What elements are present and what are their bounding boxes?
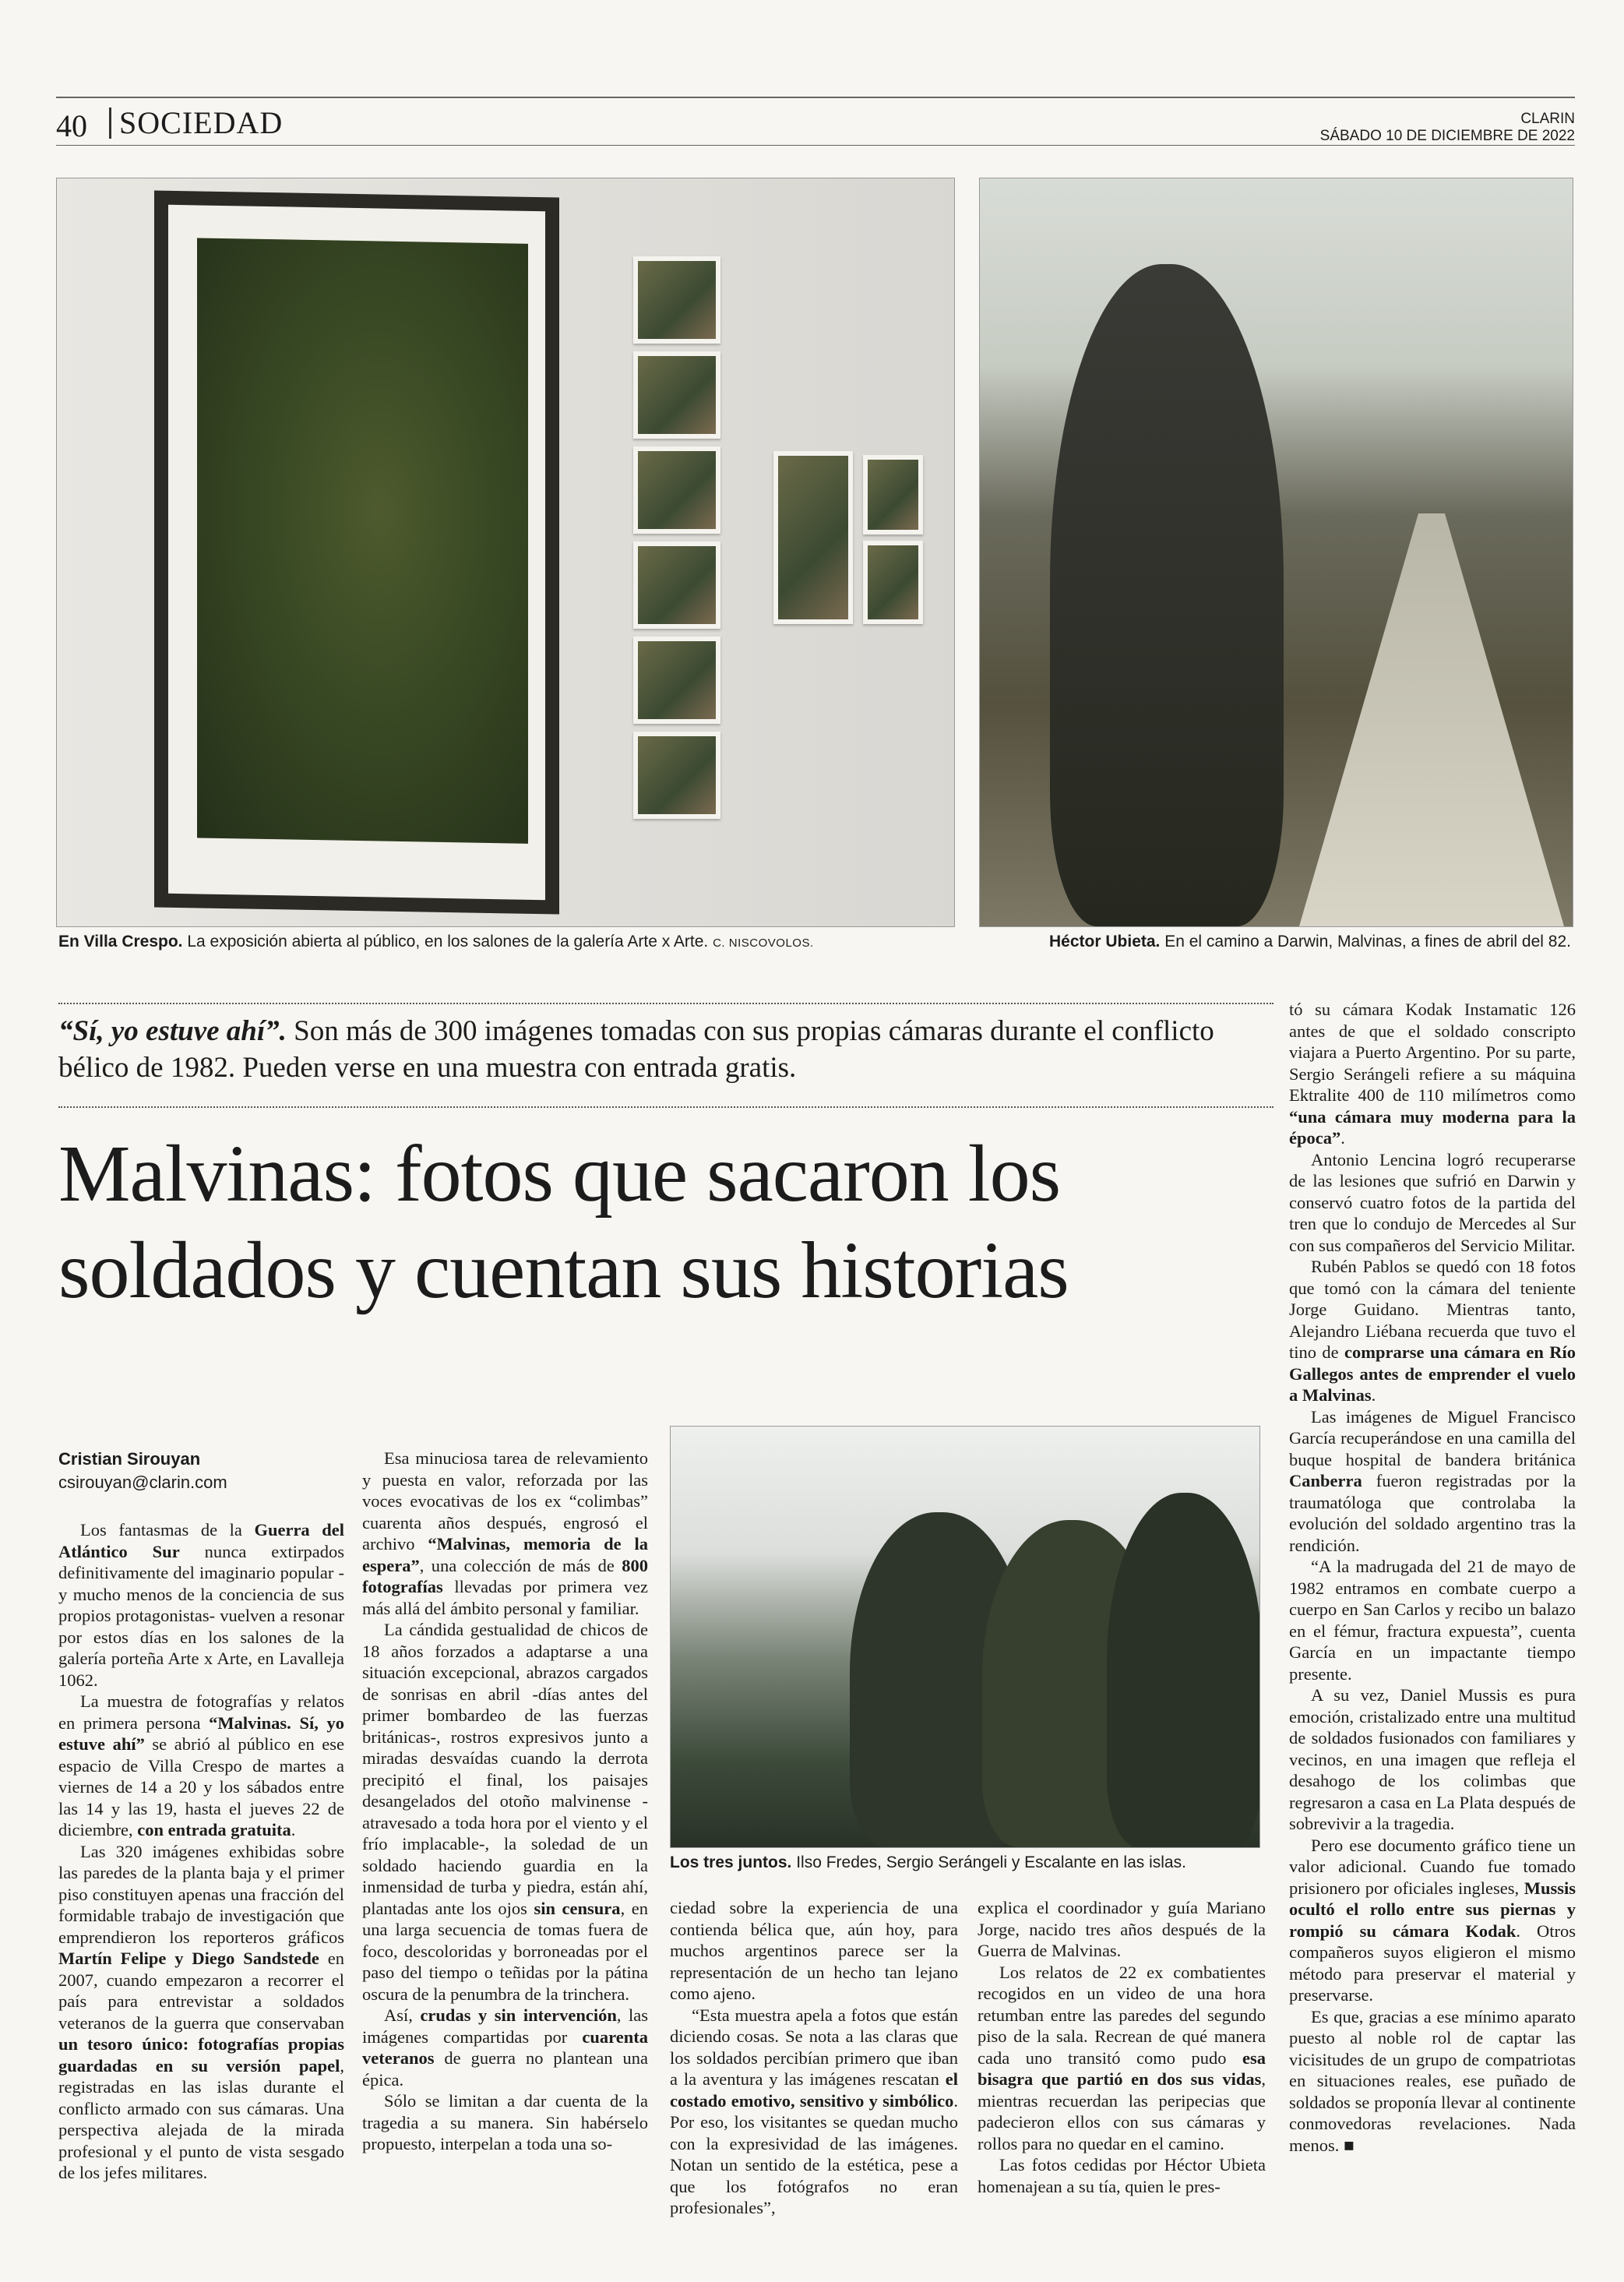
body-paragraph: Es que, gracias a ese mínimo aparato puesto al noble rol de captar las vicisitudes de un grupo de compatriotas en situaciones reales, ese puñado de soldados se proponía llevar al continente conmovedoras revelaciones. Nada menos. ■ [1289,2006,1576,2155]
header-rule-bottom [56,145,1575,146]
section-name: SOCIEDAD [109,108,283,139]
byline [58,1448,227,1494]
body-paragraph: ciedad sobre la experiencia de una contienda bélica que, aún hoy, para muchos argentinos parece ser la representación de un hecho tan lejano como ajeno. [670,1898,958,2003]
road [1299,513,1564,926]
body-paragraph: La cándida gestualidad de chicos de 18 años forzados a adaptarse a una situación excepcional, abrazos cargados de sonrisas en abril -días antes del primer bombardeo de las fuerzas británicas-, rostros expresivos junto a miradas desvaídas cuando la derrota precipitó el final, los paisajes desangelados del otoño malvinense -atravesado a toda hora por el viento y el frío implacable-, la soledad de un soldado haciendo guardia en la inmensidad de turba y piedra, están ahí, plantadas ante los ojos sin censura, en una larga secuencia de tomas fuera de foco, descoloridas y borroneadas por el paso del tiempo o teñidas por la pátina oscura de la penumbra de la trinchera. [362,1620,648,2004]
body-paragraph: La muestra de fotografías y relatos en primera persona “Malvinas. Sí, yo estuve ahí” se abrió al público en ese espacio de Villa Crespo de martes a viernes de 14 a 20 y los sábados entre las 14 y las 19, hasta el jueves 22 de diciembre, con entrada gratuita. [58,1691,345,1839]
body-paragraph: Las 320 imágenes exhibidas sobre las paredes de la planta baja y el primer piso constituyen apenas una fracción del formidable trabajo de investigación que emprendieron los reporteros gráficos Martín Felipe y Diego Sandstede en 2007, cuando empezaron a recorrer el país para entrevistar a soldados veteranos de la guerra que conservaban un tesoro único: fotografías propias guardadas en su versión papel, registradas en las islas durante el conflicto armado con sus cámaras. Una perspectiva alejada de la mirada profesional y el punto de vista sesgado de los jefes militares. [58,1841,344,2182]
lead-kicker: “Sí, yo estuve ahí”. Son más de 300 imágenes tomadas con sus propias cámaras durante el conflicto bélico de 1982. Pueden verse en una muestra con entrada gratis. [58,1015,1214,1084]
photo-caption-1: En Villa Crespo. La exposición abierta al público, en los salones de la galería Arte x Arte. C. NISCOVOLOS. [58,933,814,951]
small-print [773,451,853,624]
body-paragraph: “A la madrugada del 21 de mayo de 1982 entramos en combate cuerpo a cuerpo en San Carlos y recibo un balazo en el fémur, fractura expuesta”, cuenta García en un impactante tiempo presente. [1289,1557,1576,1684]
masthead [1320,111,1575,145]
body-paragraph: “Esta muestra apela a fotos que están diciendo cosas. Se nota a las claras que los soldados percibían primero que iban a la aventura y las imágenes rescatan el costado emotivo, sensitivo y simbólico. Por eso, los visitantes se quedan mucho con la expresividad de las imágenes. Notan un sentido de la estética, pese a que los fotógrafos no eran profesionales”, [670,2005,958,2217]
lead-rule-top [58,1003,1273,1004]
body-column-1 [58,1519,344,2184]
small-print [633,446,720,534]
small-print [633,256,720,344]
small-print [633,732,720,819]
body-paragraph: explica el coordinador y guía Mariano Jorge, nacido tres años después de la Guerra de Malvinas. [978,1898,1266,1960]
body-column-2 [362,1448,648,2155]
issue-date: SÁBADO 10 DE DICIEMBRE DE 2022 [1319,128,1575,144]
soldier-figure [1107,1493,1260,1847]
gallery-photo [56,178,955,927]
small-print [863,541,923,624]
body-paragraph: Rubén Pablos se quedó con 18 fotos que tomó con la cámara del teniente Jorge Guidano. Mientras tanto, Alejandro Liébana recuerda que tuvo el tino de comprarse una cámara en Río Gallegos antes de emprender el vuelo a Malvinas. [1289,1257,1576,1405]
small-print [633,637,720,724]
small-print [863,455,923,534]
soldier-portrait-photo [979,178,1573,927]
author-name: Cristian Sirouyan [58,1449,201,1469]
soldier-figure [1050,264,1284,926]
photo-caption-3: Los tres juntos. Ilso Fredes, Sergio Serángeli y Escalante en las islas. [670,1853,1186,1871]
body-paragraph: Los relatos de 22 ex combatientes recogidos en un video de una hora retumban entre las paredes del segundo piso de la sala. Recrean de qué manera cada uno transitó como pudo esa bisagra que partió en dos sus vidas, mientras recuerdan las peripecias que padecieron ellos con sus cámaras y rollos para no quedar en el camino. [978,1962,1266,2153]
lead-rule-bottom [58,1106,1273,1108]
body-paragraph: Los fantasmas de la Guerra del Atlántico Sur nunca extirpados definitivamente del imaginario popular -y mucho menos de la conciencia de sus propios protagonistas- vuelven a resonar por estos días en los salones de la galería porteña Arte x Arte, en Lavalleja 1062. [58,1520,344,1690]
body-paragraph: Las fotos cedidas por Héctor Ubieta homenajean a su tía, quien le pres- [978,2155,1266,2196]
photo-credit: C. NISCOVOLOS. [713,936,814,950]
small-print [633,351,720,439]
body-paragraph: Pero ese documento gráfico tiene un valor adicional. Cuando fue tomado prisionero por oficiales ingleses, Mussis ocultó el rollo entre sus piernas y rompió su cámara Kodak. Otros compañeros suyos eligieron el mismo método para preservar el material y preservarse. [1289,1835,1576,2005]
body-paragraph: Sólo se limitan a dar cuenta de la tragedia a su manera. Sin habérselo propuesto, interpelan a toda una so- [362,2091,648,2153]
body-paragraph: Antonio Lencina logró recuperarse de las lesiones que sufrió en Darwin y conservó cuatro fotos de la partida del tren que lo condujo de Mercedes al Sur con sus compañeros del Servicio Militar. [1289,1149,1576,1255]
body-paragraph: Las imágenes de Miguel Francisco García recuperándose en una camilla del buque hospital de bandera británica Canberra fueron registradas por la traumatóloga que controlaba la evolución del soldado argentino tras la rendición. [1289,1406,1576,1555]
small-print [633,541,720,629]
body-paragraph: Esa minuciosa tarea de relevamiento y puesta en valor, reforzada por las voces evocativas de los ex “colimbas” cuarenta años después, engrosó el archivo “Malvinas, memoria de la espera”, una colección de más de 800 fotografías llevadas por primera vez más allá del ámbito personal y familiar. [362,1448,648,1618]
headline: Malvinas: fotos que sacaron los soldados y cuentan sus historias [58,1129,1069,1315]
body-paragraph: tó su cámara Kodak Instamatic 126 antes de que el soldado conscripto viajara a Puerto Argentino. Por su parte, Sergio Serángeli refiere a su máquina Ektralite 400 de 110 milímetros como “una cámara muy moderna para la época”. [1289,1000,1576,1148]
body-paragraph: A su vez, Daniel Mussis es pura emoción, cristalizado entre una multitud de soldados fusionados con familiares y vecinos, en una imagen que refleja el desahogo de los colimbas que regresaron a casa en La Plata después de sobrevivir a la tragedia. [1289,1685,1576,1833]
header-rule-top [56,97,1575,98]
author-email: csirouyan@clarin.com [58,1473,227,1492]
three-soldiers-photo [670,1426,1260,1848]
large-frame [154,190,559,914]
page-number: 40 [56,108,87,143]
body-column-5 [1289,999,1576,2156]
photo-caption-2: Héctor Ubieta. En el camino a Darwin, Malvinas, a fines de abril del 82. [1049,933,1571,951]
newspaper-name: CLARIN [1520,111,1575,127]
body-column-3 [670,1897,958,2219]
body-column-4 [978,1897,1266,2197]
body-paragraph: Así, crudas y sin intervención, las imágenes compartidas por cuarenta veteranos de guerra no plantean una épica. [362,2005,648,2090]
